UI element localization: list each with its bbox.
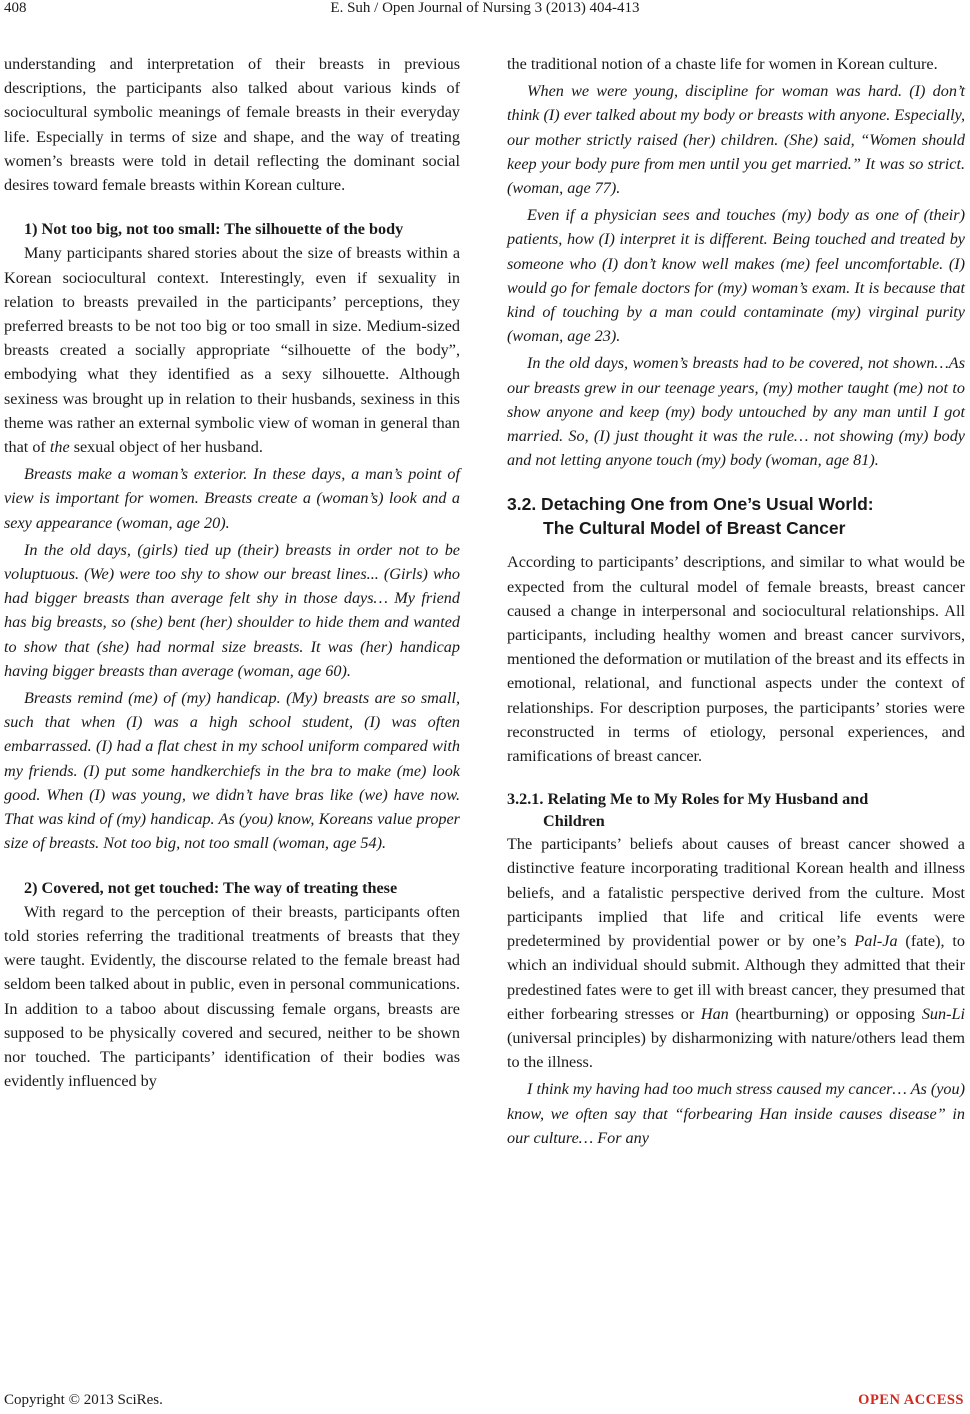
paragraph: Many participants shared stories about the size of breasts within a Korean sociocultural context. Interestingly, even if sexuality in relation to breasts prevailed in the participants’ perceptions, they preferred breasts to be not too big or too small in size. Medium-sized breasts created a socially appropriate “silhouette of the body”, embodying what they identified as a sexy silhouette. Although sexiness was brought up in relation to their husbands, sexiness in this theme was rather an external symbolic view of woman in general than that of the sexual object of her husband. [4,244,460,457]
page-header [0,0,970,26]
quote: Breasts make a woman’s exterior. In these days, a man’s point of view is important for women. Breasts create a (woman’s) look and a sexy appearance (woman, age 20). [4,465,460,532]
subheading: 1) Not too big, not too small: The silhouette of the body [24,220,404,239]
paragraph: understanding and interpretation of their breasts in previous descriptions, the participants also talked about various kinds of sociocultural symbolic meanings of female breasts in their everyday life. Especially in terms of size and shape, and the way of treating women’s breasts were told in detail reflecting the dominant social desires toward female breasts within Korean culture. [4,55,460,195]
section-title: 3.2. Detaching One from One’s Usual World: The Cultural Model of Breast Cancer [507,494,874,539]
paragraph: According to participants’ descriptions, and similar to what would be expected from the cultural model of female breasts, breast cancer caused a change in interpersonal and sociocultural relationships. All participants, including healthy women and breast cancer survivors, mentioned the deformation or mutilation of the breast and its effects in emotional, relational, and functional aspects under the context of relationships. For description purposes, the participants’ stories were reconstructed in terms of etiology, personal experiences, and ramifications of breast cancer. [507,553,965,766]
paragraph: the traditional notion of a chaste life for women in Korean culture. [507,55,938,73]
page-footer [0,1384,970,1414]
quote: I think my having had too much stress caused my cancer… As (you) know, we often say that “forbearing Han inside causes disease” in our culture… For any [507,1080,965,1147]
subheading: 2) Covered, not get touched: The way of treating these [24,878,398,897]
open-access-label[interactable]: OPEN ACCESS [858,1392,964,1408]
subsection-title: 3.2.1. Relating Me to My Roles for My Husband and Children [507,790,869,831]
right-column [507,52,965,1150]
quote: When we were young, discipline for woman was hard. (I) don’t think (I) ever talked about my body or breasts with anyone. Especially, our mother strictly raised (her) children. (She) said, “Women should keep your body pure from men until you get married.” It was so strict. (woman, age 77). [507,82,965,198]
left-column [4,52,460,1093]
page-number: 408 [4,0,27,16]
paragraph: With regard to the perception of their breasts, participants often told stories referring the traditional treatments of breasts that they were taught. Evidently, the discourse related to the female breast had seldom been talked about in public, even in personal communications. In addition to a taboo about discussing female organs, breasts are supposed to be physically covered and secured, neither to be shown nor touched. The participants’ identification of their bodies was evidently influenced by [4,902,460,1091]
quote: In the old days, women’s breasts had to be covered, not shown…As our breasts grew in our teenage years, (my) mother taught (me) not to show anyone and keep (my) body untouched by any man until I got married. So, (I) just thought it was the rule… not showing (my) body and not letting anyone touch (my) body (woman, age 81). [507,354,965,470]
quote: Breasts remind (me) of (my) handicap. (My) breasts are so small, such that when (I) was a high school student, (I) was often embarrassed. (I) had a flat chest in my school uniform compared with my friends. (I) put some handkerchiefs in the bra to make (me) look good. When (I) was young, we didn’t have bras like (we) have now. That was kind of (my) handicap. As (you) know, Koreans value proper size of breasts. Not too big, not too small (woman, age 54). [4,689,460,853]
running-head: E. Suh / Open Journal of Nursing 3 (2013) 404-413 [330,0,640,16]
quote: Even if a physician sees and touches (my) body as one of (their) patients, how (I) interpret it is different. Being touched and treated by someone who (I) don’t know well makes (me) feel uncomfortable. (I) would go for female doctors for (my) woman’s exam. It is because that kind of touching by a man could contaminate (my) virginal purity (woman, age 23). [507,206,965,346]
quote: In the old days, (girls) tied up (their) breasts in order not to be voluptuous. (We) were too shy to show our breast lines... (Girls) who had bigger breasts than average felt shy in those days… My friend has big breasts, so (she) bent (her) shoulder to hide them and wanted to show that (she) had normal size breasts. It was (her) handicap having bigger breasts than average (woman, age 60). [4,540,460,680]
paragraph: The participants’ beliefs about causes of breast cancer showed a distinctive feature incorporating traditional Korean health and illness beliefs, and a fatalistic perspective derived from the culture. Most participants implied that life and critical life events were predetermined by providential power or by one’s Pal-Ja (fate), to which an individual should submit. Although they admitted that their predestined fates were to get ill with breast cancer, they presumed that either forbearing stresses or Han (heartburning) or opposing Sun-Li (universal principles) by disharmonizing with nature/others lead them to the illness. [507,835,965,1072]
copyright-notice: Copyright © 2013 SciRes. [4,1392,163,1408]
